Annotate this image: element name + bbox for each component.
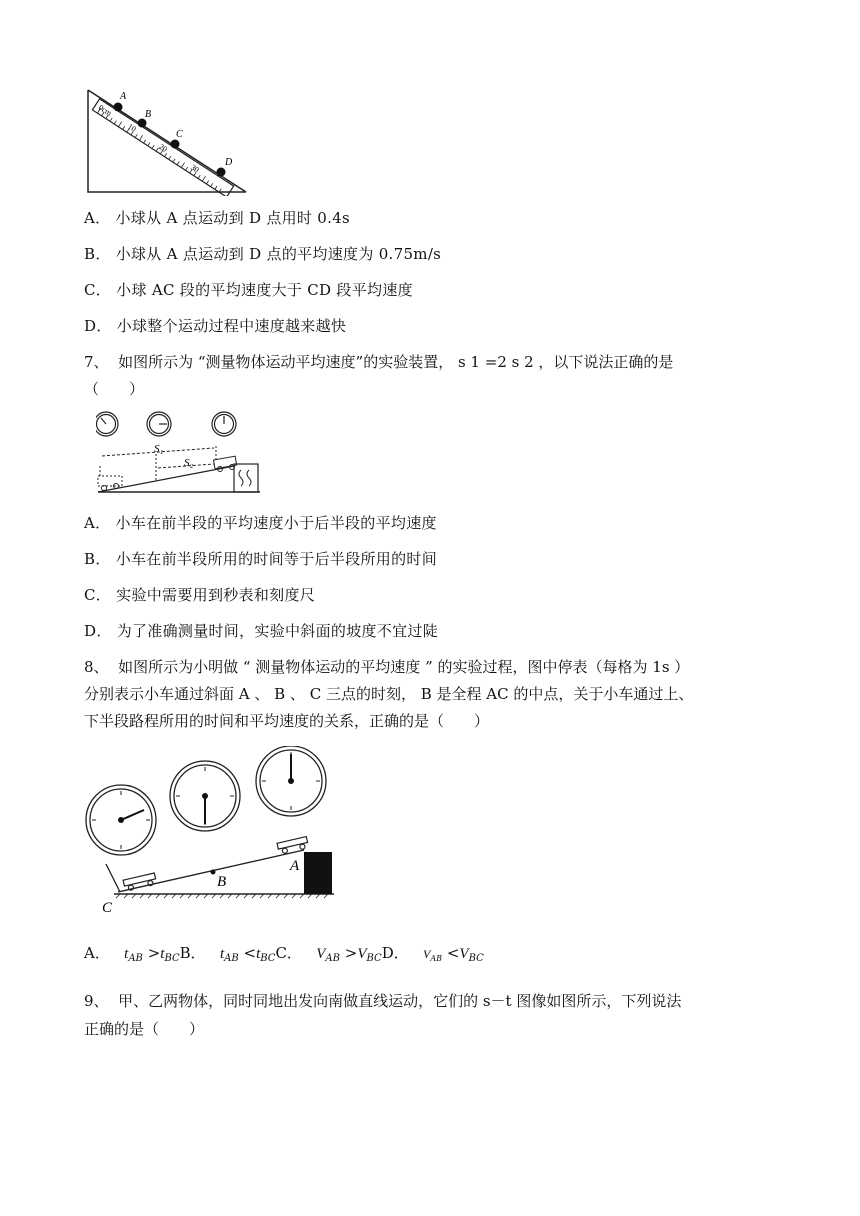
q7-number: 7、 <box>84 353 109 371</box>
q9-stem <box>84 990 681 1011</box>
label-c: C <box>176 129 183 140</box>
q8-number: 8、 <box>84 658 109 676</box>
q8-option-c[interactable]: C． $V_{AB} >V_{BC}$ <box>275 944 382 964</box>
label-a: A <box>290 858 300 874</box>
label-c: C <box>102 900 113 916</box>
ruler-label-0: 0cm <box>96 102 114 118</box>
q7-stem <box>84 351 673 372</box>
s2-label: S₂ <box>184 457 194 469</box>
label-b: B <box>217 874 227 890</box>
ruler-label-10: 10 <box>126 121 138 134</box>
stopwatch-incline-figure <box>96 406 266 496</box>
ball-c <box>171 140 180 149</box>
q7-option-d[interactable]: D． 为了准确测量时间，实验中斜面的坡度不宜过陡 <box>84 622 438 640</box>
label-a: A <box>120 91 127 102</box>
ball-d <box>217 168 226 177</box>
q7-stem-line2: （ ） <box>84 380 145 398</box>
q6-option-d[interactable]: D． 小球整个运动过程中速度越来越快 <box>84 317 347 335</box>
point-b <box>211 870 216 875</box>
label-b: B <box>145 109 152 120</box>
q8-options <box>84 942 484 964</box>
q8-stem <box>84 656 689 677</box>
ruler-label-30: 30 <box>189 162 201 175</box>
q6-option-b[interactable]: B． 小球从 A 点运动到 D 点的平均速度为 0.75m/s <box>84 245 442 263</box>
q8-stem-line1: 如图所示为小明做 “ 测量物体运动的平均速度 ” 的实验过程，图中停表（每格为 1s ） <box>118 658 690 676</box>
q7-stem-line1: 如图所示为 “测量物体运动平均速度”的实验装置， s 1 =2 s 2 ，以下说法正确的是 <box>118 353 674 371</box>
label-d: D <box>225 157 233 168</box>
q9-stem-line2: 正确的是（ ） <box>84 1020 205 1038</box>
q8-stem-line3: 下半段路程所用的时间和平均速度的关系，正确的是（ ） <box>84 712 490 730</box>
q7-option-a[interactable]: A． 小车在前半段的平均速度小于后半段的平均速度 <box>84 514 437 532</box>
q9-stem-line1: 甲、乙两物体，同时同地出发向南做直线运动，它们的 s－t 图像如图所示，下列说法 <box>118 992 682 1010</box>
q6-option-a[interactable]: A． 小球从 A 点运动到 D 点用时 0.4s <box>84 209 351 227</box>
q9-number: 9、 <box>84 992 109 1010</box>
q8-option-d[interactable]: D． $V_{AB} <V_{BC}$ <box>381 944 484 964</box>
stopwatch-abc-figure <box>84 746 344 916</box>
incline-ruler-figure <box>84 86 254 196</box>
ball-a <box>114 103 123 112</box>
q7-option-c[interactable]: C． 实验中需要用到秒表和刻度尺 <box>84 586 316 604</box>
q6-option-c[interactable]: C． 小球 AC 段的平均速度大于 CD 段平均速度 <box>84 281 413 299</box>
q7-option-b[interactable]: B． 小车在前半段所用的时间等于后半段所用的时间 <box>84 550 437 568</box>
q8-option-a[interactable]: A． $t_{AB} >t_{BC}$ <box>84 944 180 964</box>
ruler-label-20: 20 <box>157 142 169 154</box>
s1-label: S₁ <box>154 443 164 455</box>
q8-option-b[interactable]: B． $t_{AB} <t_{BC}$ <box>179 944 276 964</box>
q8-stem-line2: 分别表示小车通过斜面 A 、 B 、 C 三点的时刻， B 是全程 AC 的中点，关于小车通过上、 <box>84 685 694 703</box>
